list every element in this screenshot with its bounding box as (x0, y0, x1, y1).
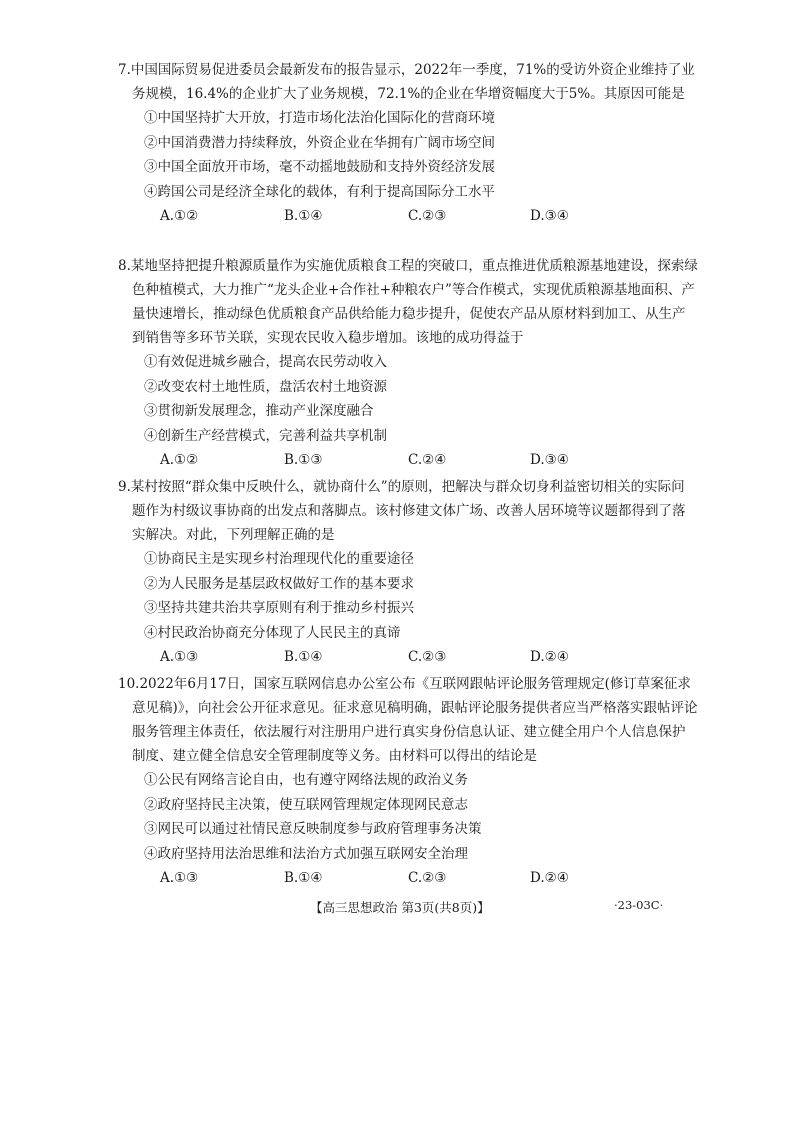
option-4: ④跨国公司是经济全球化的载体，有利于提高国际分工水平 (144, 183, 495, 200)
question-10 (118, 672, 698, 890)
question-stem: 10.2022年6月17日，国家互联网信息办公室公布《互联网跟帖评论服务管理规定(修订草案征求意见稿)》，向社会公开征求意见。征求意见稿明确，跟帖评论服务提供者应当严格落实跟帖评论服务管理主体责任，依法履行对注册用户进行真实身份信息认证、建立健全用户个人信息保护制度、建立健全信息安全管理制度等义务。由材料可以得出的结论是 (118, 676, 698, 764)
option-3: ③中国全面放开市场，毫不动摇地鼓励和支持外资经济发展 (144, 159, 495, 175)
question-stem: 8.某地坚持把提升粮源质量作为实施优质粮食工程的突破口，重点推进优质粮源基地建设，探索绿色种植模式，大力推广“龙头企业+合作社+种粮农户”等合作模式，实现优质粮源基地面积、产量快速增长，推动绿色优质粮食产品供给能力稳步提升，促使农产品从原材料到加工、从生产到销售等多环节关联，实现农民收入稳步增加。该地的成功得益于 (118, 258, 698, 346)
choice-c: C.②④ (408, 452, 447, 468)
option-3: ③坚持共建共治共享原则有利于推动乡村振兴 (144, 600, 414, 616)
choice-d: D.③④ (530, 452, 569, 468)
option-1: ①有效促进城乡融合，提高农民劳动收入 (144, 354, 387, 370)
option-1: ①公民有网络言论自由，也有遵守网络法规的政治义务 (144, 772, 468, 788)
option-2: ②为人民服务是基层政权做好工作的基本要求 (144, 575, 414, 592)
answer-choices (118, 645, 698, 669)
choice-a: A.①③ (160, 649, 199, 665)
option-4: ④政府坚持用法治思维和法治方式加强互联网安全治理 (144, 845, 468, 862)
option-2: ②改变农村土地性质，盘活农村土地资源 (144, 378, 387, 395)
choice-a: A.①③ (160, 870, 199, 886)
choice-d: D.②④ (530, 870, 569, 886)
choice-b: B.①④ (284, 870, 323, 886)
answer-choices (118, 448, 698, 472)
option-3: ③网民可以通过社情民意反映制度参与政府管理事务决策 (144, 821, 482, 837)
choice-b: B.①④ (284, 208, 323, 224)
page-footer (0, 898, 794, 918)
choice-b: B.①④ (284, 649, 323, 665)
question-stem: 9.某村按照“群众集中反映什么，就协商什么”的原则，把解决与群众切身利益密切相关的实际问题作为村级议事协商的出发点和落脚点。该村修建文体广场、改善人居环境等议题都得到了落实解决。对此，下列理解正确的是 (118, 479, 686, 543)
option-2: ②中国消费潜力持续释放，外资企业在华拥有广阔市场空间 (144, 134, 495, 151)
option-2: ②政府坚持民主决策，使互联网管理规定体现网民意志 (144, 796, 468, 813)
choice-c: C.②③ (408, 649, 447, 665)
option-1: ①中国坚持扩大开放，打造市场化法治化国际化的营商环境 (144, 110, 495, 126)
option-4: ④创新生产经营模式，完善利益共享机制 (144, 427, 387, 444)
choice-a: A.①② (160, 452, 199, 468)
option-1: ①协商民主是实现乡村治理现代化的重要途径 (144, 551, 414, 567)
question-7 (118, 58, 698, 228)
footer-exam-code: ·23-03C· (614, 898, 664, 912)
choice-d: D.③④ (530, 208, 569, 224)
question-8 (118, 254, 698, 472)
answer-choices (118, 204, 698, 228)
question-stem: 7.中国国际贸易促进委员会最新发布的报告显示，2022年一季度，71%的受访外资企业维持了业务规模，16.4%的企业扩大了业务规模，72.1%的企业在华增资幅度大于5%。其原因可能是 (118, 62, 695, 102)
choice-c: C.②③ (408, 870, 447, 886)
option-4: ④村民政治协商充分体现了人民民主的真谛 (144, 624, 401, 641)
footer-page-info: 【高三思想政治 第3页(共8页)】 (310, 900, 490, 915)
choice-a: A.①② (160, 208, 199, 224)
question-9 (118, 475, 698, 669)
choice-d: D.②④ (530, 649, 569, 665)
option-3: ③贯彻新发展理念，推动产业深度融合 (144, 403, 374, 419)
choice-b: B.①③ (284, 452, 323, 468)
choice-c: C.②③ (408, 208, 447, 224)
answer-choices (118, 866, 698, 890)
